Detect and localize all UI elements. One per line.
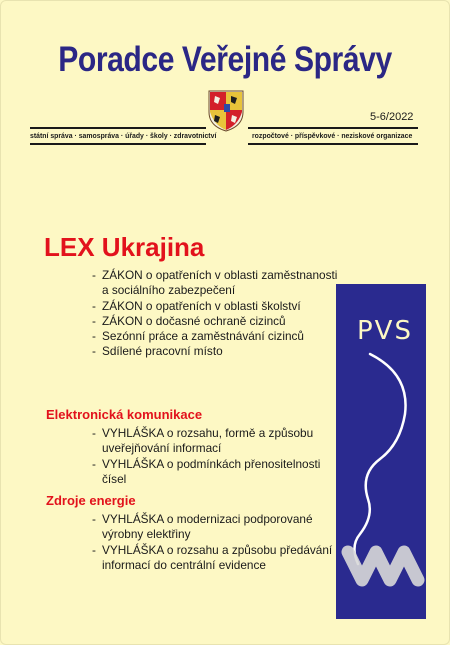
masthead-divider xyxy=(30,143,206,145)
list-item: - VYHLÁŠKA o modernizaci podporované výrobny elektřiny xyxy=(92,512,342,543)
list-item: - VYHLÁŠKA o rozsahu a způsobu předávání informací do centrální evidence xyxy=(92,543,342,574)
issue-number: 5-6/2022 xyxy=(370,111,414,123)
energy-sources-list xyxy=(92,512,342,573)
list-item: - ZÁKON o opatřeních v oblasti zaměstnanosti a sociálního zabezpečení xyxy=(92,268,342,299)
magazine-title: Poradce Veřejné Správy xyxy=(58,40,392,79)
list-item: - ZÁKON o opatřeních v oblasti školství xyxy=(92,299,342,314)
headline: LEX Ukrajina xyxy=(44,232,205,262)
masthead xyxy=(0,0,450,150)
masthead-divider xyxy=(248,127,418,129)
tagline-left: státní správa · samospráva · úřady · školy · zdravotnictví xyxy=(30,131,217,140)
list-item: - VYHLÁŠKA o rozsahu, formě a způsobu uveřejňování informací xyxy=(92,426,342,457)
section-heading-energy-sources: Zdroje energie xyxy=(46,493,136,508)
list-item: - Sdílené pracovní místo xyxy=(92,344,342,359)
list-item: - ZÁKON o dočasné ochraně cizinců xyxy=(92,314,342,329)
electronic-communication-list xyxy=(92,426,342,487)
panel-label: PVS xyxy=(357,316,413,346)
lex-list xyxy=(92,268,342,360)
tagline-right: rozpočtové · příspěvkové · neziskové organizace xyxy=(252,131,413,140)
masthead-divider xyxy=(248,143,418,145)
coat-of-arms-icon xyxy=(208,90,244,132)
masthead-divider xyxy=(30,127,206,129)
section-heading-electronic-communication: Elektronická komunikace xyxy=(46,407,203,422)
list-item: - VYHLÁŠKA o podmínkách přenositelnosti čísel xyxy=(92,457,342,488)
list-item: - Sezónní práce a zaměstnávání cizinců xyxy=(92,329,342,344)
